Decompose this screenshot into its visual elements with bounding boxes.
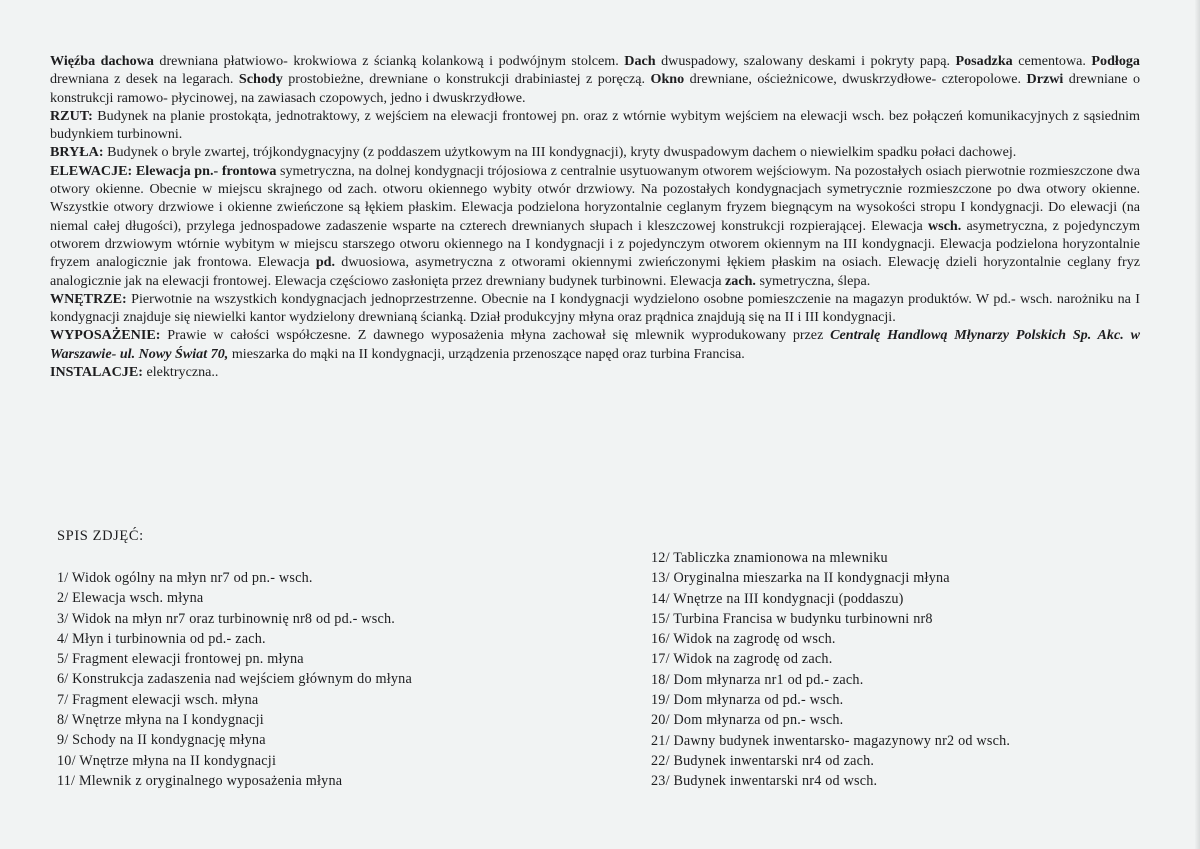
photo-list-item: 11/ Mlewnik z oryginalnego wyposażenia młyna xyxy=(57,772,343,789)
section-label-instalacje: INSTALACJE: xyxy=(50,364,143,381)
term-okno: Okno xyxy=(650,71,685,88)
photo-list-item: 17/ Widok na zagrodę od zach. xyxy=(651,651,833,668)
term-drzwi: Drzwi xyxy=(1026,71,1064,88)
photo-list-item: 16/ Widok na zagrodę od wsch. xyxy=(651,631,836,648)
paragraph-elewacje xyxy=(50,162,1140,290)
text-span: dwuspadowy, szalowany deskami i pokryty papą. xyxy=(655,53,956,69)
section-label-rzut: RZUT: xyxy=(50,107,93,124)
manufacturer-name: Centralę Handlową Młynarzy Polskich Sp. Akc. w Warszawie- ul. Nowy Świat 70, xyxy=(50,327,1140,362)
text-span: symetryczna, na dolnej kondygnacji trójosiowa z centralnie usytuowanym otworem wejściowym. Na pozostałych osiach pierwotnie rozmieszczone dwa otwory okienne. Obecnie w miejscu skrajnego od zach. otworu okiennego wybity otwór drzwiowy. Na pozostałych kondygnacjach symetrycznie rozmieszczone po dwa otwory okienne. Wszystkie otwory drzwiowe i okienne zwieńczone są łękiem płaskim. Elewacja podzielona horyzontalnie ceglanym fryzem biegnącym na wysokości stropu I kondygnacji. Do elewacji (na niemal całej długości), przylega jednospadowe zadaszenie wsparte na czterech drewnianych słupach i kleszczowej konstrukcji rozpierającej. Elewacja xyxy=(50,162,1140,234)
text-span: Pierwotnie na wszystkich kondygnacjach jednoprzestrzenne. Obecnie na I kondygnacji wydzielono osobne pomieszczenie na magazyn produktów. W pd.- wsch. narożniku na I kondygnacji znajduje się niewielki kantor wydzielony drewnianą ścianką. Dział produkcyjny młyna oraz prądnica znajdują się na II i III kondygnacji. xyxy=(50,290,1140,326)
photo-list-right xyxy=(651,548,1010,792)
term-schody: Schody xyxy=(238,71,283,88)
term-dach: Dach xyxy=(624,53,656,69)
photo-list-item: 19/ Dom młynarza od pd.- wsch. xyxy=(651,692,844,709)
text-span: symetryczna, ślepa. xyxy=(755,272,871,289)
photo-list-item: 9/ Schody na II kondygnację młyna xyxy=(57,732,266,749)
section-label-wyposazenie: WYPOSAŻENIE: xyxy=(50,327,161,344)
photo-list-item: 23/ Budynek inwentarski nr4 od wsch. xyxy=(651,773,878,790)
photo-list-item: 8/ Wnętrze młyna na I kondygnacji xyxy=(57,712,264,729)
text-span: cementowa. xyxy=(1012,53,1092,69)
text-span: Prawie w całości współczesne. Z dawnego wyposażenia młyna zachował się mlewnik wyprodukowany przez xyxy=(160,327,831,344)
photo-list-item: 6/ Konstrukcja zadaszenia nad wejściem głównym do młyna xyxy=(57,671,412,688)
description-text xyxy=(50,52,1140,381)
text-span: drewniana z desek na legarach. xyxy=(50,71,239,88)
photo-list-item: 4/ Młyn i turbinownia od pd.- zach. xyxy=(57,630,266,647)
term-wsch: wsch. xyxy=(928,217,962,234)
term-posadzka: Posadzka xyxy=(955,53,1013,69)
photo-list-item: 13/ Oryginalna mieszarka na II kondygnacji młyna xyxy=(651,570,950,587)
photo-list-item: 15/ Turbina Francisa w budynku turbinowni nr8 xyxy=(651,610,933,627)
term-elewacja-frontowa: Elewacja pn.- frontowa xyxy=(135,162,277,179)
photo-list-left xyxy=(57,568,412,791)
photo-list-item: 22/ Budynek inwentarski nr4 od zach. xyxy=(651,752,875,769)
photo-list-item: 10/ Wnętrze młyna na II kondygnacji xyxy=(57,752,277,769)
photo-list-item: 1/ Widok ogólny na młyn nr7 od pn.- wsch. xyxy=(57,570,313,586)
text-span: drewniane o konstrukcji ramowo- płycinowej, na zawiasach czopowych, jedno i dwuskrzydłowe. xyxy=(50,71,1140,106)
text-span: Budynek o bryle zwartej, trójkondygnacyjny (z poddaszem użytkowym na III kondygnacji), kryty dwuspadowym dachem o niewielkim spadku połaci dachowej. xyxy=(103,144,1017,161)
text-span: dwuosiowa, asymetryczna z otworami okiennymi zwieńczonymi łękiem płaskim na osiach. Elewację dzieli horyzontalnie ceglany fryz analogicznie jak na elewacji frontowej. Elewacja częściowo zasłonięta przez drewniany budynek turbinowni. Elewacja xyxy=(50,254,1140,289)
paragraph-bryla xyxy=(50,143,1140,161)
section-label-elewacje: ELEWACJE: xyxy=(50,162,133,179)
term-zach: zach. xyxy=(725,272,756,289)
paragraph-instalacje xyxy=(50,363,1140,381)
text-span: mieszarka do mąki na II kondygnacji, urządzenia przenoszące napęd oraz turbina Francisa. xyxy=(228,345,745,362)
photo-list-item: 14/ Wnętrze na III kondygnacji (poddaszu) xyxy=(651,590,904,607)
photo-list-item: 18/ Dom młynarza nr1 od pd.- zach. xyxy=(651,671,864,688)
section-label-bryla: BRYŁA: xyxy=(50,144,104,161)
paragraph-wnetrze xyxy=(50,290,1140,327)
photo-list-title: SPIS ZDJĘĆ: xyxy=(57,528,144,544)
photo-list-item: 21/ Dawny budynek inwentarsko- magazynowy nr2 od wsch. xyxy=(651,732,1011,749)
text-span: asymetryczna, z pojedynczym otworem drzwiowym wtórnie wybitym w miejscu starszego otworu okiennego na I kondygnacji i z pojedynczym otworem okiennym na III kondygnacji. Elewacja podzielona horyzontalnie fryzem analogicznie jak frontowa. Elewacja xyxy=(50,217,1140,271)
photo-list-item: 12/ Tabliczka znamionowa na mlewniku xyxy=(651,550,888,566)
text-span: Budynek na planie prostokąta, jednotraktowy, z wejściem na elewacji frontowej pn. oraz z wtórnie wybitym wejściem na elewacji wsch. bez połączeń komunikacyjnych z sąsiednim budynkiem turbinowni. xyxy=(50,107,1140,143)
section-label-wnetrze: WNĘTRZE: xyxy=(50,290,127,307)
text-span: drewniane, ościeżnicowe, dwuskrzydłowe- czteropolowe. xyxy=(684,71,1027,88)
photo-list-item: 5/ Fragment elewacji frontowej pn. młyna xyxy=(57,651,304,668)
paragraph-wyposazenie xyxy=(50,326,1140,363)
text-span: prostobieżne, drewniane o konstrukcji drabiniastej z poręczą. xyxy=(282,71,651,88)
term-wiezba: Więźba dachowa xyxy=(50,53,154,69)
photo-list-item: 20/ Dom młynarza od pn.- wsch. xyxy=(651,712,844,729)
text-span: elektryczna.. xyxy=(142,364,219,381)
paragraph-construction xyxy=(50,52,1140,107)
page-edge xyxy=(1194,0,1200,849)
term-podloga: Podłoga xyxy=(1091,53,1140,69)
photo-list-item: 2/ Elewacja wsch. młyna xyxy=(57,590,204,607)
term-pd: pd. xyxy=(315,254,336,271)
paragraph-rzut xyxy=(50,107,1140,144)
photo-list-item: 3/ Widok na młyn nr7 oraz turbinownię nr8 od pd.- wsch. xyxy=(57,610,395,627)
text-span: drewniana płatwiowo- krokwiowa z ścianką kolankową i podwójnym stolcem. xyxy=(153,53,625,69)
photo-list-item: 7/ Fragment elewacji wsch. młyna xyxy=(57,691,259,708)
